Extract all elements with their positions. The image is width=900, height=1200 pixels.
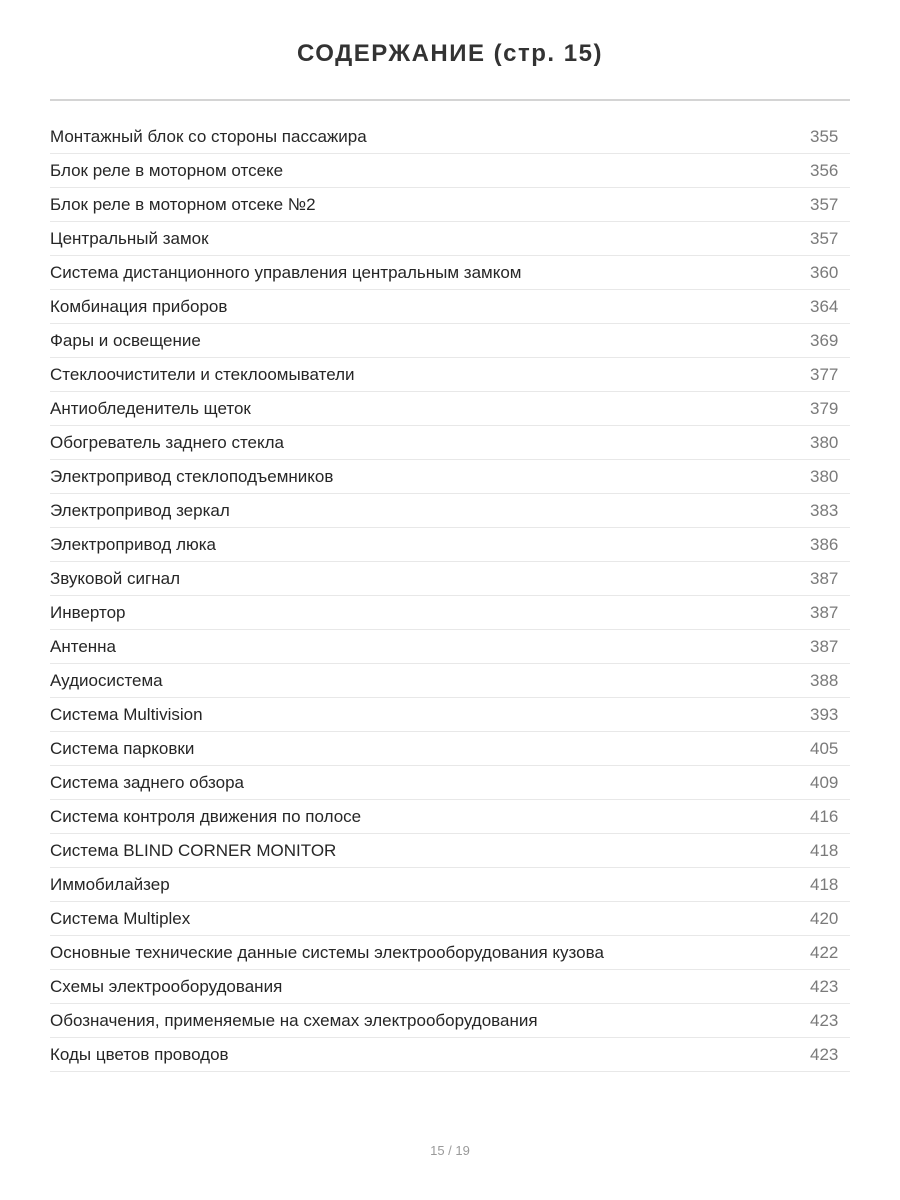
toc-entry-page-number: 388 [810,670,839,690]
toc-entry[interactable] [50,222,850,256]
toc-entry[interactable] [50,324,850,358]
toc-entry-title: Схемы электрооборудования [50,976,283,996]
toc-entry-page-number: 422 [810,942,839,962]
toc-entry-page-number: 377 [810,364,839,384]
toc-entry-page-number: 418 [810,874,839,894]
toc-entry[interactable] [50,766,850,800]
toc-entry[interactable] [50,596,850,630]
toc-entry[interactable] [50,460,850,494]
toc-entry[interactable] [50,154,850,188]
toc-entry-title: Центральный замок [50,228,209,248]
toc-entry-title: Электропривод стеклоподъемников [50,466,334,486]
toc-entry[interactable] [50,1038,850,1072]
toc-entry-page-number: 423 [810,1044,839,1064]
toc-entry[interactable] [50,868,850,902]
toc-entry[interactable] [50,902,850,936]
toc-entry-page-number: 380 [810,432,839,452]
toc-entry-title: Антиобледенитель щеток [50,398,251,418]
toc-entry-title: Система Multivision [50,704,203,724]
toc-entry[interactable] [50,664,850,698]
toc-entry-page-number: 355 [810,126,839,146]
toc-entry[interactable] [50,188,850,222]
toc-entry[interactable] [50,290,850,324]
toc-entry-page-number: 416 [810,806,839,826]
toc-entry-title: Звуковой сигнал [50,568,180,588]
toc-entry-title: Система Multiplex [50,908,191,928]
toc-entry-title: Электропривод люка [50,534,217,554]
toc-entry-title: Монтажный блок со стороны пассажира [50,126,367,146]
toc-entry[interactable] [50,494,850,528]
toc-entry-page-number: 356 [810,160,839,180]
toc-entry-page-number: 387 [810,568,839,588]
toc-entry[interactable] [50,256,850,290]
toc-entry-title: Комбинация приборов [50,296,228,316]
toc-entry[interactable] [50,732,850,766]
toc-entry-page-number: 387 [810,602,839,622]
toc-entry-page-number: 357 [810,194,839,214]
toc-entry-page-number: 379 [810,398,839,418]
toc-entry-page-number: 387 [810,636,839,656]
toc-entry-title: Система парковки [50,738,195,758]
toc-entry-title: Система заднего обзора [50,772,244,792]
toc-entry-page-number: 364 [810,296,839,316]
toc-entry-page-number: 409 [810,772,839,792]
toc-entry-title: Фары и освещение [50,330,201,350]
toc-entry-title: Блок реле в моторном отсеке [50,160,284,180]
toc-entry-title: Основные технические данные системы электрооборудования кузова [50,942,604,962]
toc-entry-title: Инвертор [50,602,126,622]
toc-entry-page-number: 380 [810,466,839,486]
toc-entry[interactable] [50,834,850,868]
toc-entry[interactable] [50,562,850,596]
toc-entry[interactable] [50,698,850,732]
page-indicator: 15 / 19 [430,1143,470,1158]
toc-entry-title: Стеклоочистители и стеклоомыватели [50,364,355,384]
page-title: СОДЕРЖАНИЕ (стр. 15) [297,40,603,67]
toc-entry-page-number: 420 [810,908,839,928]
toc-entry[interactable] [50,358,850,392]
toc-entry-title: Блок реле в моторном отсеке №2 [50,194,316,214]
toc-entry[interactable] [50,936,850,970]
toc-entry-page-number: 418 [810,840,839,860]
toc-entry[interactable] [50,120,850,154]
toc-entry-page-number: 369 [810,330,839,350]
toc-entry-title: Антенна [50,636,117,656]
toc-entry-page-number: 386 [810,534,839,554]
toc-entry[interactable] [50,970,850,1004]
toc-entry-page-number: 360 [810,262,839,282]
toc-entry-page-number: 423 [810,1010,839,1030]
toc-entry[interactable] [50,800,850,834]
toc-entry[interactable] [50,630,850,664]
toc-entry-page-number: 357 [810,228,839,248]
toc-entry-title: Система дистанционного управления центральным замком [50,262,522,282]
toc-entry-title: Система контроля движения по полосе [50,806,362,826]
title-divider [50,99,850,101]
toc-entry-title: Система BLIND CORNER MONITOR [50,840,337,860]
toc-entry-title: Иммобилайзер [50,874,170,894]
toc-entry-title: Коды цветов проводов [50,1044,229,1064]
toc-entry[interactable] [50,392,850,426]
toc-entry-page-number: 405 [810,738,839,758]
toc-entry-title: Обогреватель заднего стекла [50,432,284,452]
toc-entry-page-number: 393 [810,704,839,724]
toc-entry-title: Электропривод зеркал [50,500,230,520]
toc-entry-title: Аудиосистема [50,670,163,690]
toc-list [50,120,850,1072]
toc-entry-title: Обозначения, применяемые на схемах электрооборудования [50,1010,538,1030]
toc-entry[interactable] [50,528,850,562]
toc-entry[interactable] [50,426,850,460]
toc-entry-page-number: 423 [810,976,839,996]
toc-entry-page-number: 383 [810,500,839,520]
toc-entry[interactable] [50,1004,850,1038]
